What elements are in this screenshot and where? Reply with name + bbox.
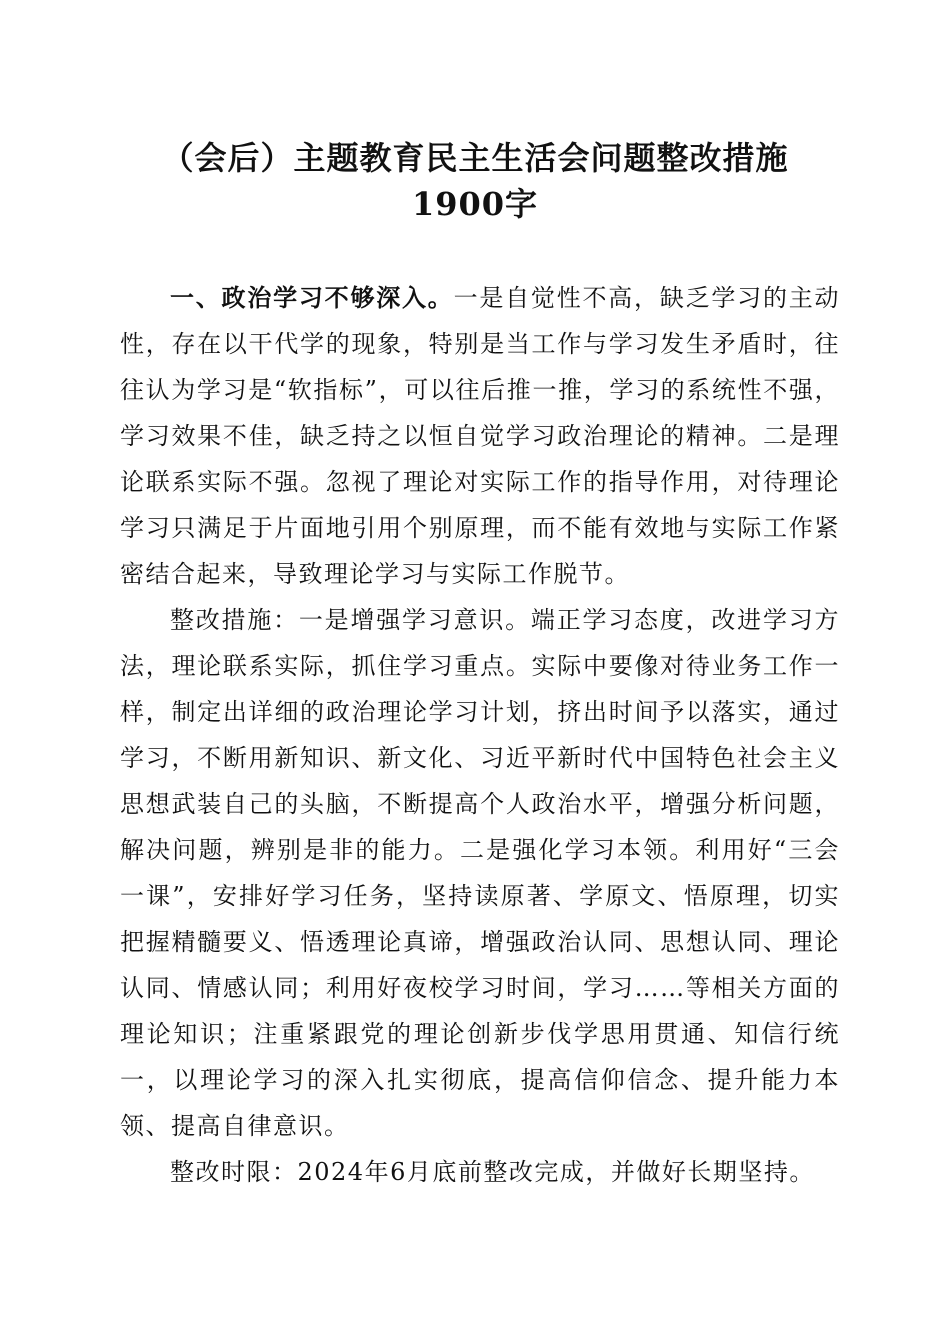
paragraph-text: 一是自觉性不高，缺乏学习的主动性，存在以干代学的现象，特别是当工作与学习发生矛盾时，往往认为学习是“软指标”，可以往后推一推，学习的系统性不强，学习效果不佳，缺乏持之以恒自觉学习政治理论的精神。二是理论联系实际不强。忽视了理论对实际工作的指导作用，对待理论学习只满足于片面地引用个别原理，而不能有效地与实际工作紧密结合起来，导致理论学习与实际工作脱节。 [120,284,841,588]
document-title [100,135,850,227]
paragraph-measures [120,597,840,1149]
title-line-2: 1900字 [411,185,539,223]
paragraph-text: 整改时限：2024年6月底前整改完成，并做好长期坚持。 [170,1158,815,1186]
paragraph-deadline [120,1149,840,1195]
paragraph-text: 整改措施：一是增强学习意识。端正学习态度，改进学习方法，理论联系实际，抓住学习重点。实际中要像对待业务工作一样，制定出详细的政治理论学习计划，挤出时间予以落实，通过学习，不断用新知识、新文化、习近平新时代中国特色社会主义思想武装自己的头脑，不断提高个人政治水平，增强分析问题，解决问题，辨别是非的能力。二是强化学习本领。利用好“三会一课”，安排好学习任务，坚持读原著、学原文、悟原理，切实把握精髓要义、悟透理论真谛，增强政治认同、思想认同、理论认同、情感认同；利用好夜校学习时间，学习……等相关方面的理论知识；注重紧跟党的理论创新步伐学思用贯通、知信行统一，以理论学习的深入扎实彻底，提高信仰信念、提升能力本领、提高自律意识。 [120,606,840,1140]
paragraph-problem [120,275,840,597]
document-body [120,275,840,1195]
title-line-1: （会后）主题教育民主生活会问题整改措施 [161,139,789,177]
section-heading: 一、政治学习不够深入。 [170,284,454,312]
